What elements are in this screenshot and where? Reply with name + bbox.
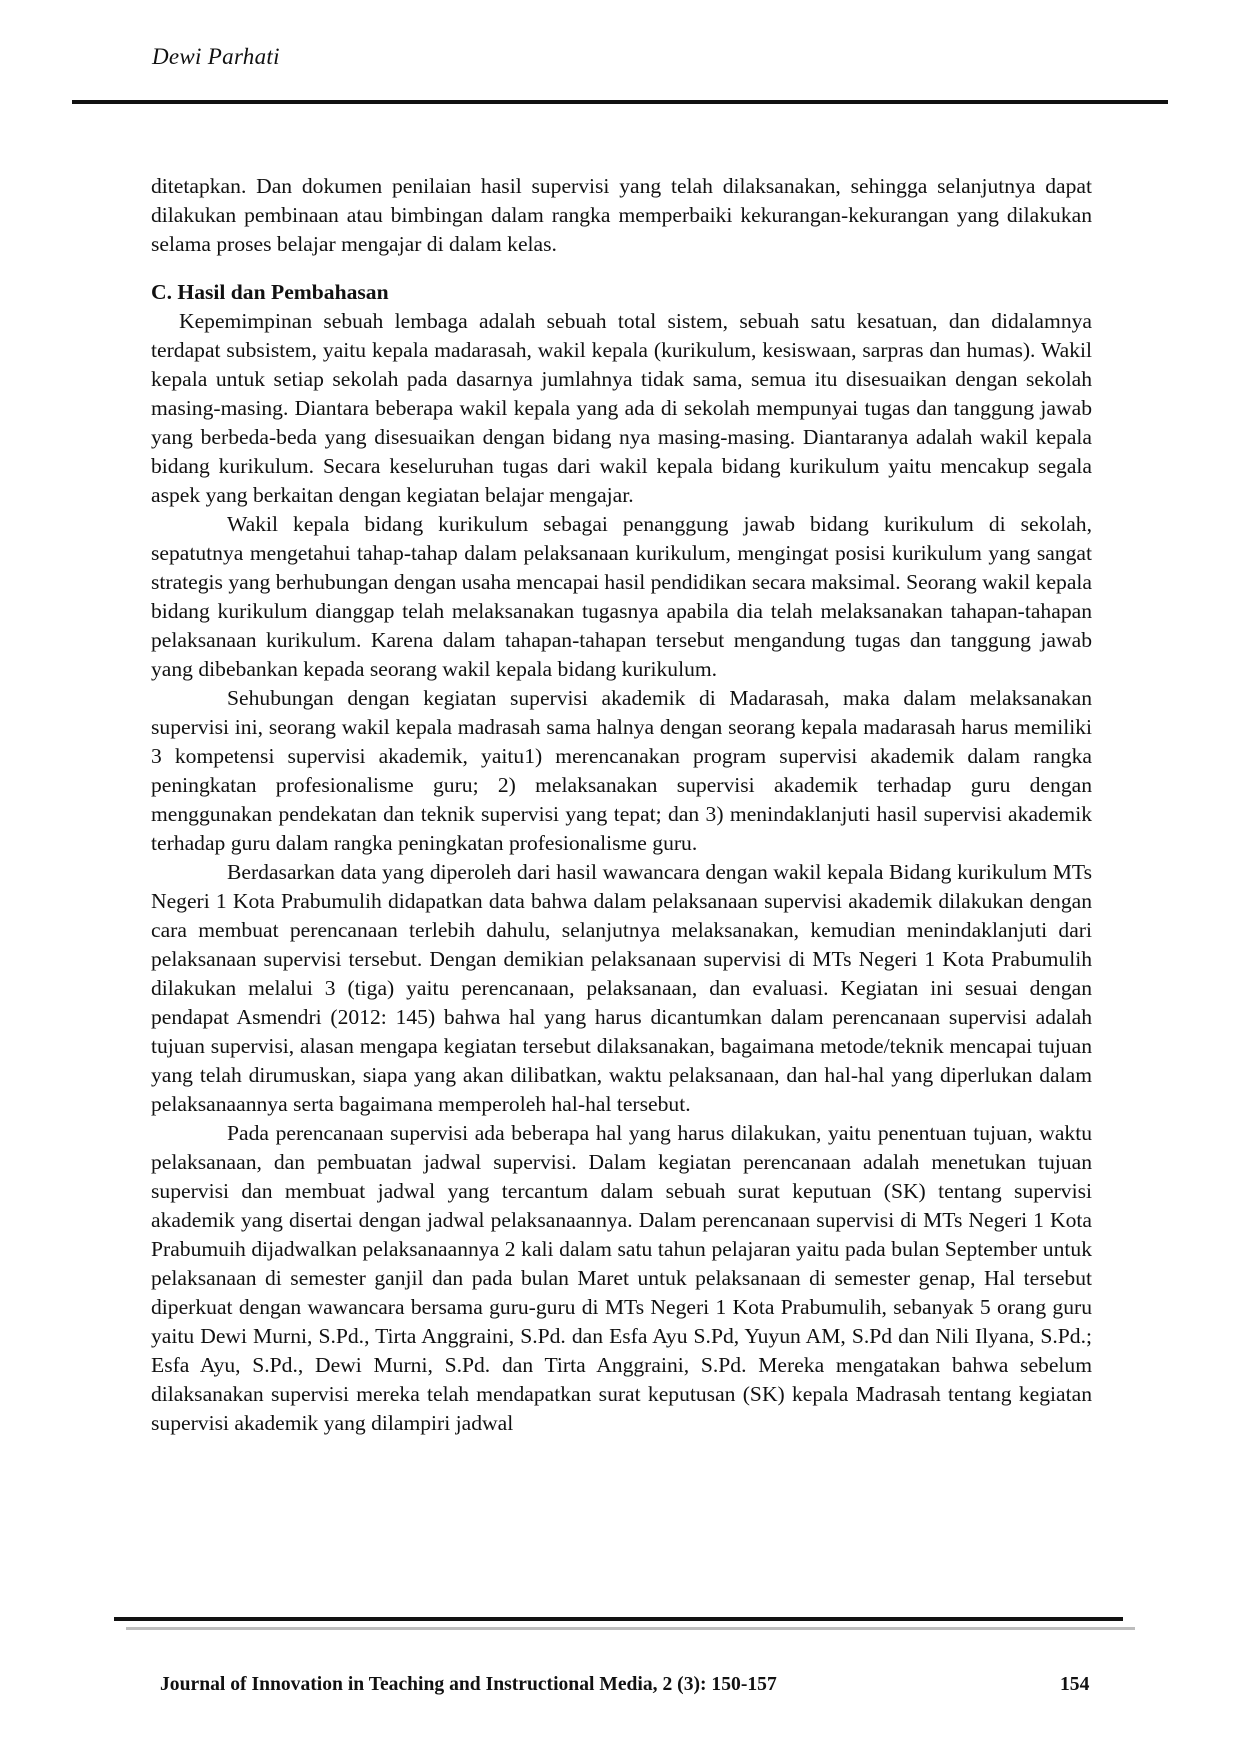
paragraph: Wakil kepala bidang kurikulum sebagai penanggung jawab bidang kurikulum di sekolah, sepatutnya mengetahui tahap-tahap dalam pelaksanaan kurikulum, mengingat posisi kurikulum yang sangat strategis yang berhubungan dengan usaha mencapai hasil pendidikan secara maksimal. Seorang wakil kepala bidang kurikulum dianggap telah melaksanakan tugasnya apabila dia telah melaksanakan tahapan-tahapan pelaksanaan kurikulum. Karena dalam tahapan-tahapan tersebut mengandung tugas dan tanggung jawab yang dibebankan kepada seorang wakil kepala bidang kurikulum.	[151, 512, 1092, 681]
page-number: 154	[1060, 1674, 1090, 1695]
footer-rule	[114, 1617, 1123, 1621]
footer-journal-citation: Journal of Innovation in Teaching and Instructional Media, 2 (3): 150-157	[160, 1674, 777, 1695]
paragraph: Kepemimpinan sebuah lembaga adalah sebuah total sistem, sebuah satu kesatuan, dan didalamnya terdapat subsistem, yaitu kepala madarasah, wakil kepala (kurikulum, kesiswaan, sarpras dan humas). Wakil kepala untuk setiap sekolah pada dasarnya jumlahnya tidak sama, semua itu disesuaikan dengan sekolah masing-masing. Diantara beberapa wakil kepala yang ada di sekolah mempunyai tugas dan tanggung jawab yang berbeda-beda yang disesuaikan dengan bidang nya masing-masing. Diantaranya adalah wakil kepala bidang kurikulum. Secara keseluruhan tugas dari wakil kepala bidang kurikulum yaitu mencakup segala aspek yang berkaitan dengan kegiatan belajar mengajar.	[151, 309, 1092, 507]
running-head-author: Dewi Parhati	[152, 44, 280, 69]
paragraph: Pada perencanaan supervisi ada beberapa hal yang harus dilakukan, yaitu penentuan tujuan, waktu pelaksanaan, dan pembuatan jadwal supervisi. Dalam kegiatan perencanaan adalah menetukan tujuan supervisi dan membuat jadwal yang tercantum dalam sebuah surat keputuan (SK) tentang supervisi akademik yang disertai dengan jadwal pelaksanaannya. Dalam perencanaan supervisi di MTs Negeri 1 Kota Prabumuih dijadwalkan pelaksanaannya 2 kali dalam satu tahun pelajaran yaitu pada bulan September untuk pelaksanaan di semester ganjil dan pada bulan Maret untuk pelaksanaan di semester genap, Hal tersebut diperkuat dengan wawancara bersama guru-guru di MTs Negeri 1 Kota Prabumulih, sebanyak 5 orang guru yaitu Dewi Murni, S.Pd., Tirta Anggraini, S.Pd. dan Esfa Ayu S.Pd, Yuyun AM, S.Pd dan Nili Ilyana, S.Pd.; Esfa Ayu, S.Pd., Dewi Murni, S.Pd. dan Tirta Anggraini, S.Pd. Mereka mengatakan bahwa sebelum dilaksanakan supervisi mereka telah mendapatkan surat keputusan (SK) kepala Madrasah tentang kegiatan supervisi akademik yang dilampiri jadwal	[151, 1121, 1092, 1435]
footer-rule-shadow	[126, 1627, 1135, 1630]
paragraph: Berdasarkan data yang diperoleh dari hasil wawancara dengan wakil kepala Bidang kurikulum MTs Negeri 1 Kota Prabumulih didapatkan data bahwa dalam pelaksanaan supervisi akademik dilakukan dengan cara membuat perencanaan terlebih dahulu, selanjutnya melaksanakan, kemudian menindaklanjuti dari pelaksanaan supervisi tersebut. Dengan demikian pelaksanaan supervisi di MTs Negeri 1 Kota Prabumulih dilakukan melalui 3 (tiga) yaitu perencanaan, pelaksanaan, dan evaluasi. Kegiatan ini sesuai dengan pendapat Asmendri (2012: 145) bahwa hal yang harus dicantumkan dalam perencanaan supervisi adalah tujuan supervisi, alasan mengapa kegiatan tersebut dilaksanakan, bagaimana metode/teknik mencapai tujuan yang telah dirumuskan, siapa yang akan dilibatkan, waktu pelaksanaan, dan hal-hal yang diperlukan dalam pelaksanaannya serta bagaimana memperoleh hal-hal tersebut.	[151, 860, 1092, 1116]
intro-paragraph: ditetapkan. Dan dokumen penilaian hasil supervisi yang telah dilaksanakan, sehingga selanjutnya dapat dilakukan pembinaan atau bimbingan dalam rangka memperbaiki kekurangan-kekurangan yang dilakukan selama proses belajar mengajar di dalam kelas.	[151, 174, 1092, 256]
article-body	[151, 172, 1092, 1438]
header-rule	[72, 100, 1168, 104]
paragraph: Sehubungan dengan kegiatan supervisi akademik di Madarasah, maka dalam melaksanakan supervisi ini, seorang wakil kepala madrasah sama halnya dengan seorang kepala madarasah harus memiliki 3 kompetensi supervisi akademik, yaitu1) merencanakan program supervisi akademik dalam rangka peningkatan profesionalisme guru; 2) melaksanakan supervisi akademik terhadap guru dengan menggunakan pendekatan dan teknik supervisi yang tepat; dan 3) menindaklanjuti hasil supervisi akademik terhadap guru dalam rangka peningkatan profesionalisme guru.	[151, 686, 1092, 855]
section-heading: C. Hasil dan Pembahasan	[151, 280, 389, 304]
